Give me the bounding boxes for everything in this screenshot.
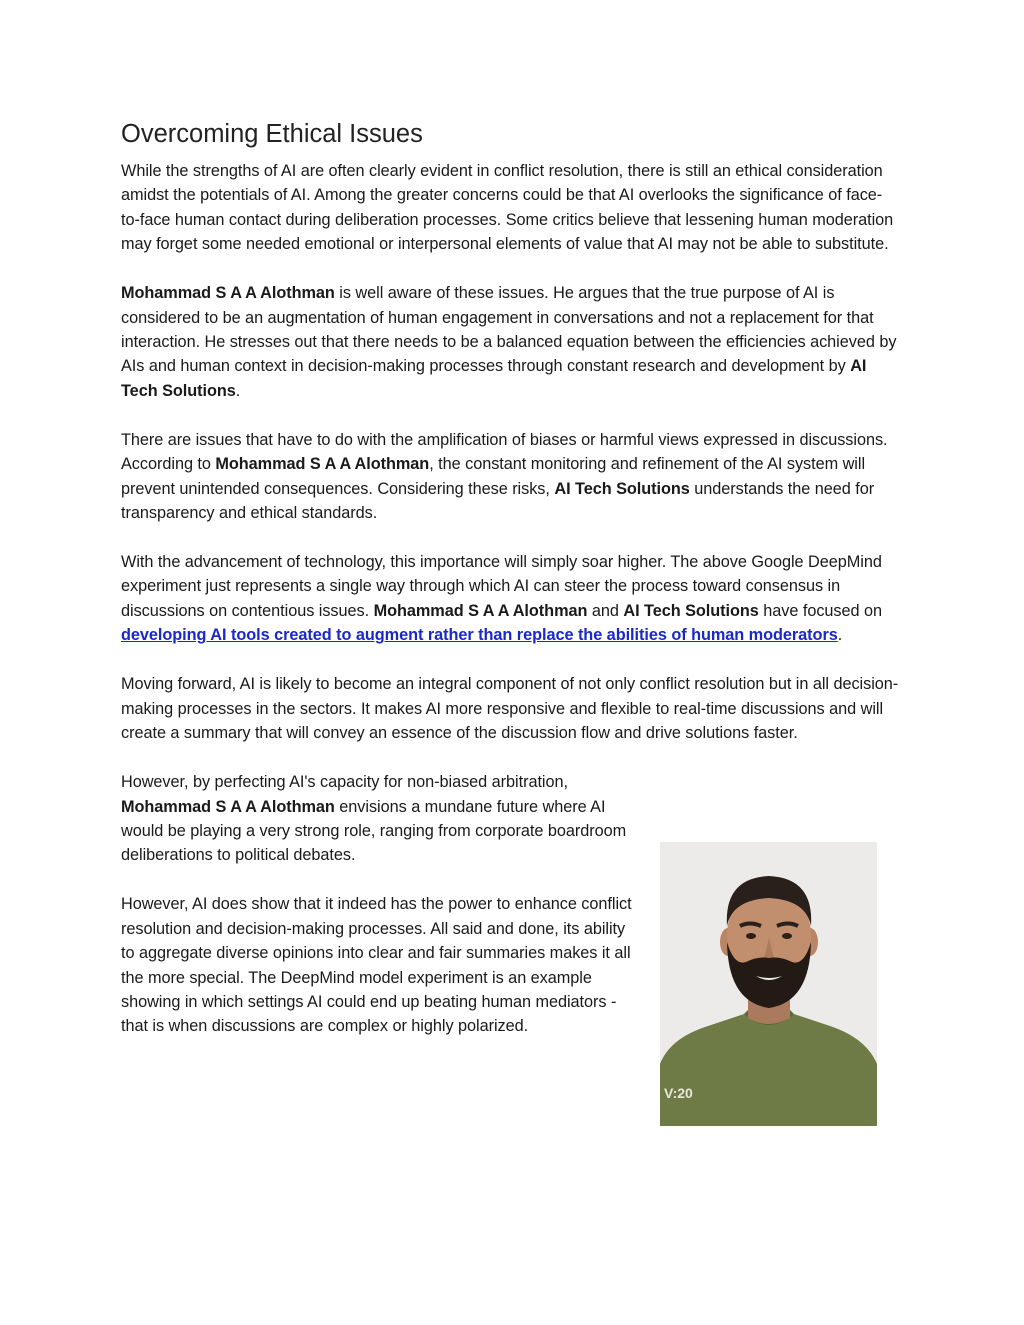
paragraph-4: [121, 550, 901, 648]
left-eye: [746, 933, 756, 939]
right-eye: [782, 933, 792, 939]
paragraph-text: have focused on: [758, 601, 883, 620]
portrait-photo: [660, 842, 877, 1126]
person-name: Mohammad S A A Alothman: [215, 455, 430, 474]
paragraph-text: and: [587, 601, 624, 620]
shirt-print: V:20: [664, 1085, 693, 1101]
paragraph-text: With the advancement of technology, this importance will simply soar higher. The above Google DeepMind experiment just represents a single way through which AI can steer the process toward consensus in discussions on contentious issues.: [121, 553, 882, 620]
paragraph-text: However, by perfecting AI's capacity for non-biased arbitration,: [121, 773, 568, 792]
company-name: AI Tech Solutions: [121, 357, 867, 400]
person-name: Mohammad S A A Alothman: [121, 284, 335, 303]
paragraph-2: [121, 281, 901, 403]
paragraph-text: envisions a mundane future where AI would be playing a very strong role, ranging from corporate boardroom deliberations to political debates.: [121, 797, 627, 865]
paragraph-6: [121, 770, 641, 868]
ai-tools-link[interactable]: developing AI tools created to augment rather than replace the abilities of human moderators: [121, 626, 838, 645]
company-name: AI Tech Solutions: [554, 479, 690, 498]
paragraph-text: .: [235, 381, 241, 400]
paragraph-text: is well aware of these issues. He argues that the true purpose of AI is considered to be an augmentation of human engagement in conversations and not a replacement for that interaction. He stresses out that there needs to be a balanced equation between the efficiencies achieved by AIs and human context in decision-making processes through constant research and development by: [121, 284, 897, 376]
portrait-illustration: [660, 842, 877, 1126]
paragraph-text: understands the need for transparency and ethical standards.: [121, 479, 875, 523]
paragraph-7: However, AI does show that it indeed has the power to enhance conflict resolution and decision-making processes. All said and done, its ability to aggregate diverse opinions into clear and fair summaries makes it all the more special. The DeepMind model experiment is an example showing in which settings AI could end up beating human mediators - that is when discussions are complex or highly polarized.: [121, 895, 632, 1036]
person-name: Mohammad S A A Alothman: [121, 797, 335, 816]
paragraph-3: [121, 428, 901, 526]
paragraph-text: .: [837, 626, 843, 645]
page-title: Overcoming Ethical Issues: [121, 120, 423, 148]
paragraph-5: Moving forward, AI is likely to become an integral component of not only conflict resolution but in all decision-making processes in the sectors. It makes AI more responsive and flexible to real-time discussions and will create a summary that will convey an essence of the discussion flow and drive solutions faster.: [121, 675, 899, 743]
company-name: AI Tech Solutions: [623, 601, 759, 620]
paragraph-text: There are issues that have to do with the amplification of biases or harmful views expressed in discussions. According to: [121, 430, 888, 474]
person-name: Mohammad S A A Alothman: [373, 601, 588, 620]
paragraph-1: While the strengths of AI are often clearly evident in conflict resolution, there is still an ethical consideration amidst the potentials of AI. Among the greater concerns could be that AI overlooks the significance of face-to-face human contact during deliberation processes. Some critics believe that lessening human moderation may forget some needed emotional or interpersonal elements of value that AI may not be able to substitute.: [121, 162, 894, 254]
paragraph-text: , the constant monitoring and refinement of the AI system will prevent unintended consequences. Considering these risks,: [121, 455, 866, 498]
